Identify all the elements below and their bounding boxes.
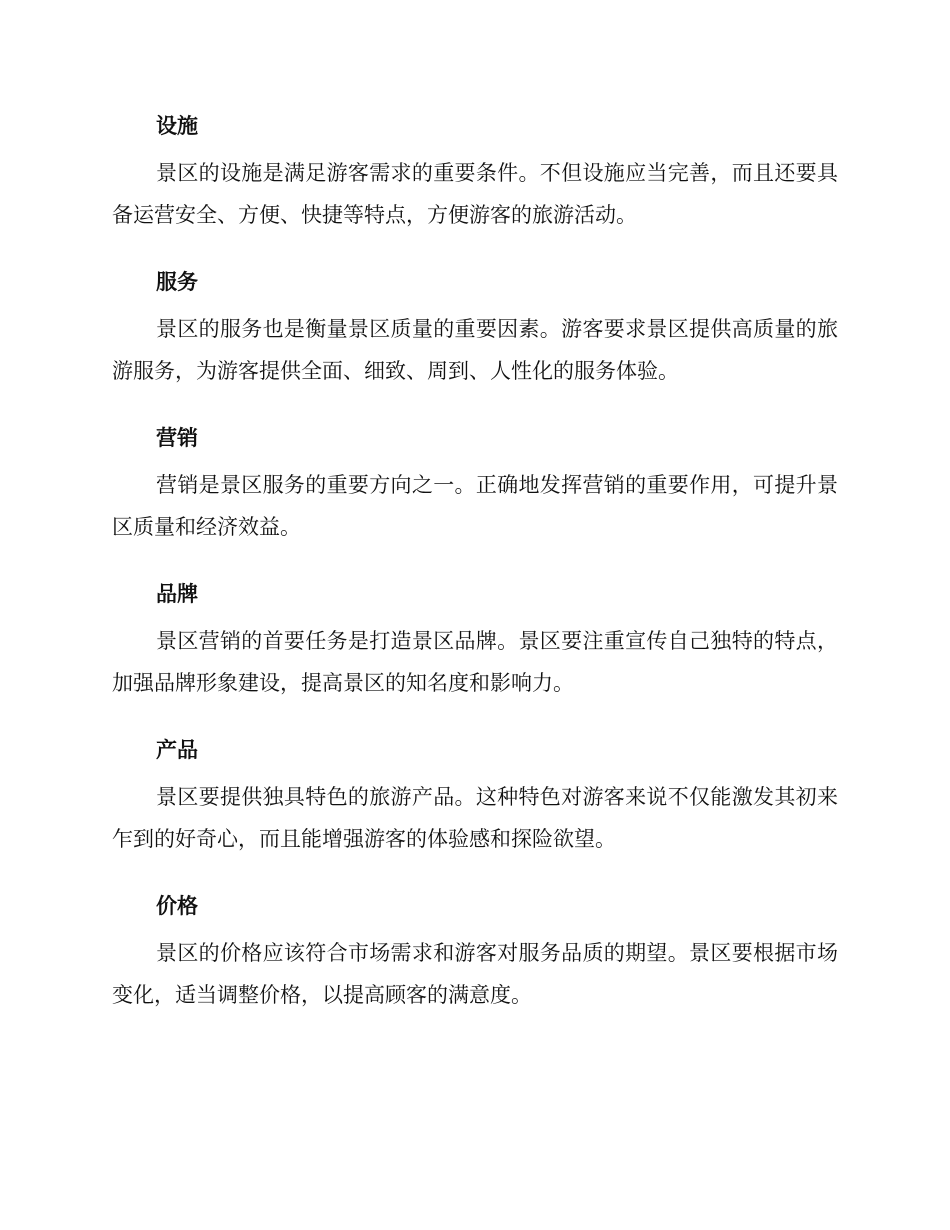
section-paragraph: 景区的价格应该符合市场需求和游客对服务品质的期望。景区要根据市场变化，适当调整价格，以提高顾客的满意度。 (112, 941, 838, 1007)
section-heading: 产品 (156, 738, 198, 762)
section-paragraph: 景区要提供独具特色的旅游产品。这种特色对游客来说不仅能激发其初来乍到的好奇心，而且能增强游客的体验感和探险欲望。 (112, 785, 838, 851)
section-heading: 品牌 (156, 582, 198, 606)
section-heading: 价格 (156, 894, 198, 918)
section-heading: 营销 (156, 426, 198, 450)
section-paragraph: 景区的设施是满足游客需求的重要条件。不但设施应当完善，而且还要具备运营安全、方便、快捷等特点，方便游客的旅游活动。 (112, 161, 838, 227)
section-service (112, 266, 838, 392)
section-paragraph: 景区的服务也是衡量景区质量的重要因素。游客要求景区提供高质量的旅游服务，为游客提供全面、细致、周到、人性化的服务体验。 (112, 317, 838, 383)
section-product (112, 734, 838, 860)
section-price (112, 890, 838, 1016)
section-marketing (112, 422, 838, 548)
section-paragraph: 营销是景区服务的重要方向之一。正确地发挥营销的重要作用，可提升景区质量和经济效益。 (112, 473, 838, 539)
section-heading: 设施 (156, 114, 198, 138)
section-brand (112, 578, 838, 704)
section-heading: 服务 (156, 270, 198, 294)
section-paragraph: 景区营销的首要任务是打造景区品牌。景区要注重宣传自己独特的特点，加强品牌形象建设，提高景区的知名度和影响力。 (112, 629, 838, 695)
section-facilities (112, 110, 838, 236)
